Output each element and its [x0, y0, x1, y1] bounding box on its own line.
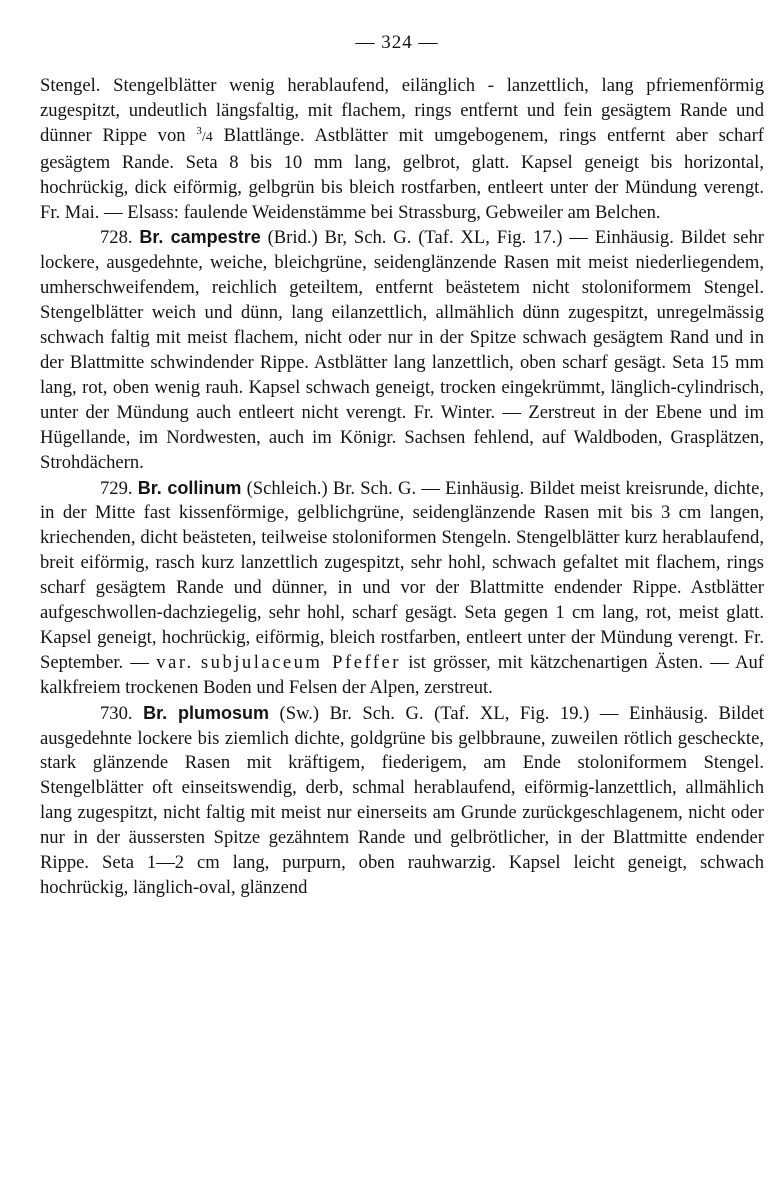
- entry-number: 730.: [100, 702, 133, 724]
- continued-text-rest: Blattlänge. Astblätter mit umgebogenem, rings entfernt aber scharf gesägtem Rande. Seta 8 bis 10 mm lang, gelbrot, glatt. Kapsel geneigt bis horizontal, hochrückig, dick eiförmig, gelbgrün bis bleich rostfarben, entleert unter der Mündung verengt. Fr. Mai. — Elsass: faulende Weidenstämme bei Strassburg, Gebweiler am Belchen.: [40, 124, 764, 223]
- species-entry-729: [40, 476, 764, 701]
- variety-label: var.: [156, 651, 194, 673]
- entry-number: 728.: [100, 227, 133, 249]
- entry-description-rest: ist grösser, mit kätzchenartigen Ästen. — Auf kalkfreiem trockenen Boden und Felsen der Alpen, zerstreut.: [40, 651, 764, 698]
- entry-number: 729.: [100, 477, 133, 499]
- variety-name: subjulaceum Pfeffer: [200, 651, 401, 673]
- fraction-numerator: 3: [196, 124, 202, 137]
- entry-description: (Sw.) Br. Sch. G. (Taf. XL, Fig. 19.) — Einhäusig. Bildet ausgedehnte lockere bis ziemlich dichte, goldgrüne bis gelbbraune, zuweilen rötlich gescheckte, stark glänzende Rasen mit kräftigem, fiederigem, am Ende stoloniformem Stengel. Stengelblätter oft einseitswendig, derb, schmal herablaufend, eiförmig-lanzettlich, allmählich lang zugespitzt, nicht faltig mit meist nur einerseits am Grunde zurückgeschlagenem, nicht oder nur in der äussersten Spitze gezähntem Rande und gelbrötlicher, in der Blattmitte endender Rippe. Seta 1—2 cm lang, purpurn, oben rauhwarzig. Kapsel leicht geneigt, schwach hochrückig, länglich-oval, glänzend: [40, 702, 765, 898]
- species-entry-730: [40, 701, 764, 901]
- continued-paragraph: [40, 74, 764, 225]
- species-name: Br. campestre: [139, 227, 261, 248]
- continued-text: Stengel. Stengelblätter wenig herablaufend, eilänglich - lanzettlich, lang pfriemenförmig zugespitzt, undeutlich längsfaltig, mit flachem, rings entfernt und fein gesägtem Rande und dünner Rippe von: [40, 75, 764, 146]
- species-entry-728: [40, 225, 764, 475]
- entry-description: (Brid.) Br, Sch. G. (Taf. XL, Fig. 17.) — Einhäusig. Bildet sehr lockere, ausgedehnte, weiche, bleichgrüne, seidenglänzende Rasen mit meist niederliegendem, umherschweifendem, reichlich geteiltem, entfernt beästetem nicht stoloniformem Stengel. Stengelblätter weich und dünn, lang eilanzettlich, allmählich dünn zugespitzt, unregelmässig schwach faltig mit meist flachem, nicht oder nur in der Spitze schwach gesägtem Rand und in der Blattmitte schwindender Rippe. Astblätter lang lanzettlich, oben scharf gesägt. Seta 15 mm lang, rot, oben wenig rauh. Kapsel schwach geneigt, trocken eingekrümmt, länglich-cylindrisch, unter der Mündung auch entleert nicht verengt. Fr. Winter. — Zerstreut in der Ebene und im Hügellande, im Nordwesten, auch im Königr. Sachsen fehlend, auf Waldboden, Grasplätzen, Strohdächern.: [40, 227, 764, 473]
- body-text: [40, 74, 764, 901]
- page-number: — 324 —: [355, 32, 439, 53]
- species-name: Br. collinum: [137, 477, 242, 498]
- entry-description: (Schleich.) Br. Sch. G. — Einhäusig. Bildet meist kreisrunde, dichte, in der Mitte fast kissenförmige, gelblichgrüne, seidenglänzende Rasen mit bis 3 cm langen, kriechenden, dicht beästeten, teilweise stoloniformen Stengeln. Stengelblätter kurz herablaufend, breit eiförmig, rasch kurz lanzettlich zugespitzt, sehr hohl, schwach gefaltet mit flachem, rings scharf gesägtem Rande und dünner, in und vor der Blattmitte endender Rippe. Astblätter aufgeschwollen-dachziegelig, sehr hohl, scharf gesägt. Seta gegen 1 cm lang, rot, meist glatt. Kapsel geneigt, hochrückig, eiförmig, bleich rostfarben, entleert unter der Mündung verengt. Fr. September. —: [40, 477, 764, 673]
- species-name: Br. plumosum: [143, 702, 269, 723]
- fraction-denominator: /4: [201, 129, 213, 145]
